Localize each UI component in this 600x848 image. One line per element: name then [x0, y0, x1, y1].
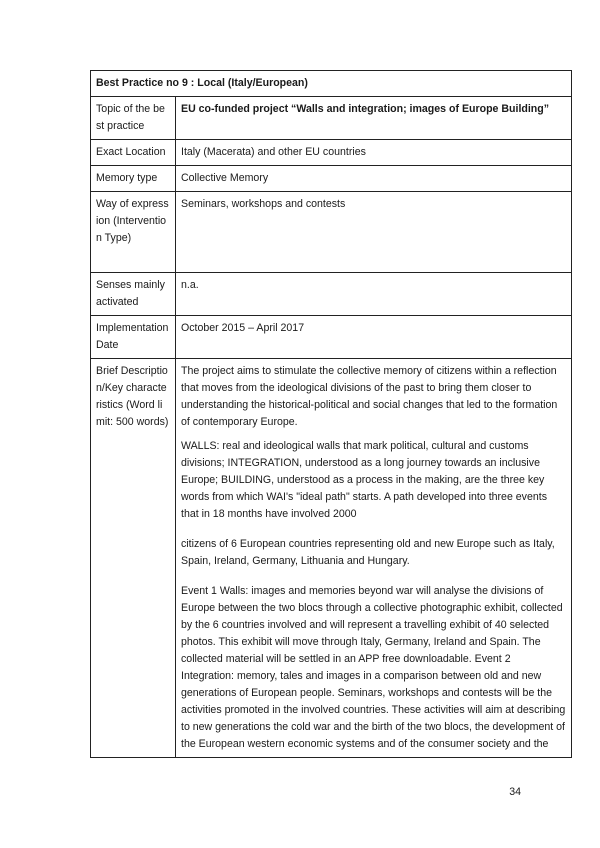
table-title: Best Practice no 9 : Local (Italy/European): [91, 71, 572, 97]
topic-row: [91, 97, 572, 140]
location-row: [91, 140, 572, 166]
memory-type-value: Collective Memory: [176, 166, 572, 192]
description-paragraph: Event 1 Walls: images and memories beyond war will analyse the divisions of Europe between the two blocs through a collective photographic exhibit, collected by the 6 countries involved and will represent a travelling exhibit of 40 selected photos. This exhibit will move through Italy, Germany, Ireland and Spain. The collected material will be settled in an APP free downloadable. Event 2 Integration: memory, tales and images in a comparison between old and new generations of European people. Seminars, workshops and contests will be the activities promoted in the involved countries. These activities will aim at describing to new generations the cold war and the birth of the two blocs, the development of the European western economic systems and of the consumer society and the: [181, 585, 566, 750]
best-practice-table: [90, 70, 572, 758]
page-number: 34: [509, 786, 521, 798]
description-row: [91, 359, 572, 758]
implementation-value: October 2015 – April 2017: [176, 316, 572, 359]
description-paragraph: WALLS: real and ideological walls that mark political, cultural and customs divisions; INTEGRATION, understood as a long journey towards an inclusive Europe; BUILDING, understood as a process in the making, are the three key words from which WAI's "ideal path" starts. A path developed into three events that in 18 months have involved 2000: [181, 440, 547, 520]
topic-label: Topic of the best practice: [91, 97, 176, 140]
title-row: [91, 71, 572, 97]
expression-label: Way of expression (Intervention Type): [91, 192, 176, 273]
description-paragraph: The project aims to stimulate the collective memory of citizens within a reflection that moves from the ideological divisions of the past to bring them closer to understanding the historical-political and social changes that led to the formation of contemporary Europe.: [181, 365, 558, 428]
memory-type-label: Memory type: [91, 166, 176, 192]
description-label: Brief Description/Key characteristics (Word limit: 500 words): [91, 359, 176, 758]
memory-type-row: [91, 166, 572, 192]
expression-value: Seminars, workshops and contests: [176, 192, 572, 273]
senses-value: n.a.: [176, 273, 572, 316]
senses-row: [91, 273, 572, 316]
senses-label: Senses mainly activated: [91, 273, 176, 316]
location-value: Italy (Macerata) and other EU countries: [176, 140, 572, 166]
topic-value: EU co-funded project “Walls and integration; images of Europe Building”: [176, 97, 572, 140]
expression-row: [91, 192, 572, 273]
description-value: [176, 359, 572, 758]
implementation-row: [91, 316, 572, 359]
description-paragraph: citizens of 6 European countries representing old and new Europe such as Italy, Spain, Ireland, Germany, Lithuania and Hungary.: [181, 538, 555, 567]
implementation-label: Implementation Date: [91, 316, 176, 359]
location-label: Exact Location: [91, 140, 176, 166]
